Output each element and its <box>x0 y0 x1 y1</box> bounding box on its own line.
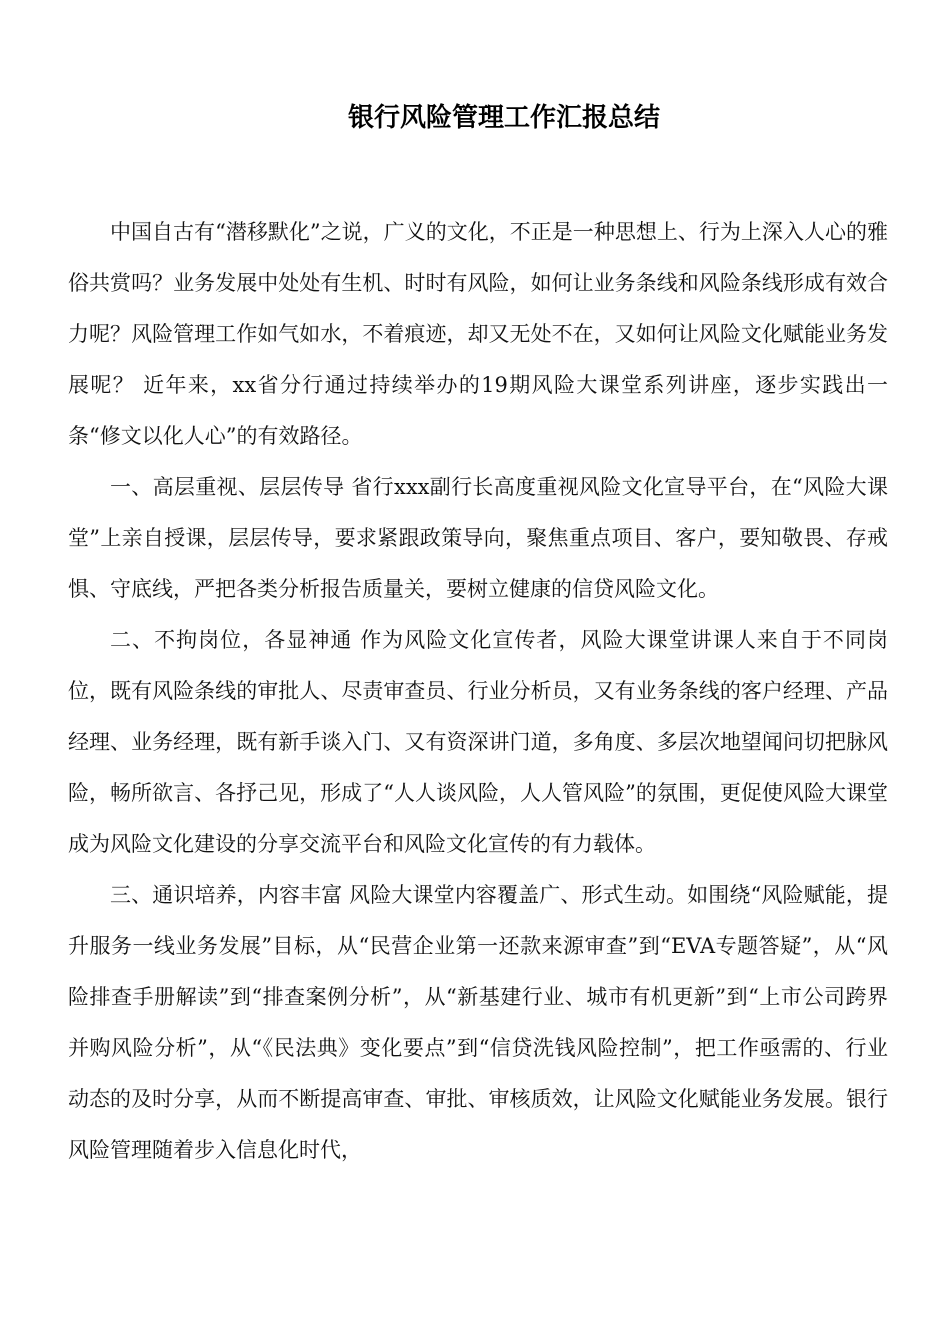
paragraph-section-1: 一、高层重视、层层传导 省行xxx副行长高度重视风险文化宣导平台，在“风险大课堂”上亲自授课，层层传导，要求紧跟政策导向，聚焦重点项目、客户，要知敬畏、存戒惧、守底线，严把各类分析报告质量关，要树立健康的信贷风险文化。 <box>68 475 888 601</box>
paragraph-intro: 中国自古有“潜移默化”之说，广义的文化，不正是一种思想上、行为上深入人心的雅俗共赏吗？业务发展中处处有生机、时时有风险，如何让业务条线和风险条线形成有效合力呢？风险管理工作如气如水，不着痕迹，却又无处不在，又如何让风险文化赋能业务发展呢？ 近年来，xx省分行通过持续举办的19期风险大课堂系列讲座，逐步实践出一条“修文以化人心”的有效路径。 <box>68 220 888 448</box>
paragraph-section-2: 二、不拘岗位，各显神通 作为风险文化宣传者，风险大课堂讲课人来自于不同岗位，既有风险条线的审批人、尽责审查员、行业分析员，又有业务条线的客户经理、产品经理、业务经理，既有新手谈入门、又有资深讲门道，多角度、多层次地望闻问切把脉风险，畅所欲言、各抒己见，形成了“人人谈风险，人人管风险”的氛围，更促使风险大课堂成为风险文化建设的分享交流平台和风险文化宣传的有力载体。 <box>68 628 888 856</box>
paragraph-section-3: 三、通识培养，内容丰富 风险大课堂内容覆盖广、形式生动。如围绕“风险赋能，提升服务一线业务发展”目标，从“民营企业第一还款来源审查”到“EVA专题答疑”，从“风险排查手册解读”到“排查案例分析”，从“新基建行业、城市有机更新”到“上市公司跨界并购风险分析”，从“《民法典》变化要点”到“信贷洗钱风险控制”，把工作亟需的、行业动态的及时分享，从而不断提高审查、审批、审核质效，让风险文化赋能业务发展。银行风险管理随着步入信息化时代， <box>68 883 888 1162</box>
document-body <box>68 207 888 1176</box>
document-title: 银行风险管理工作汇报总结 <box>347 103 660 133</box>
